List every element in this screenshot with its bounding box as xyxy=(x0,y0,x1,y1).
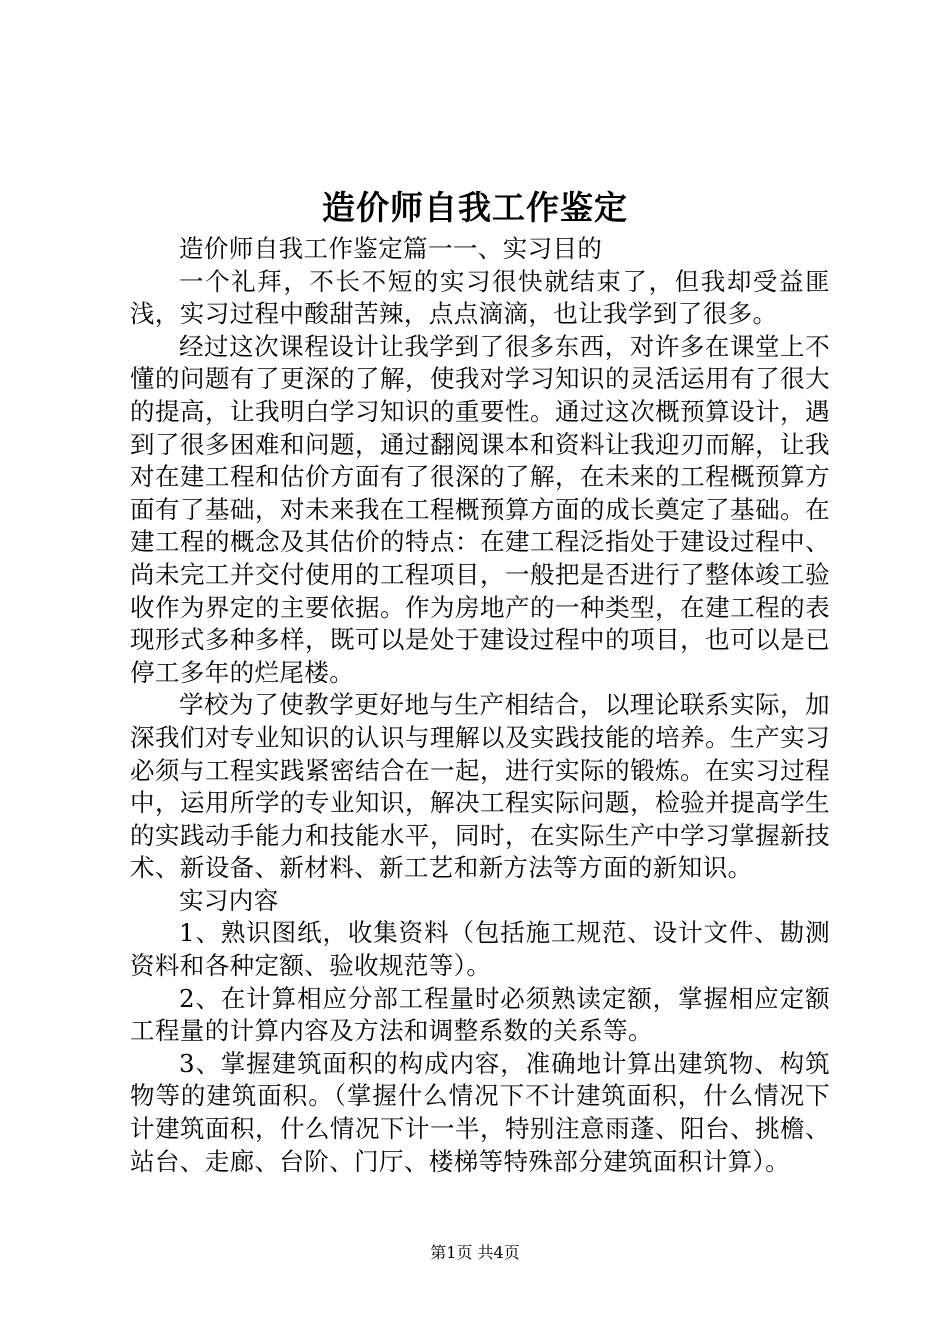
paragraph-intro-heading: 造价师自我工作鉴定篇一一、实习目的 xyxy=(179,234,603,263)
paragraph-item-3: 3、掌握建筑面积的构成内容，准确地计算出建筑物、构筑物等的建筑面积。（掌握什么情况下不计建筑面积，什么情况下计建筑面积，什么情况下计一半，特别注意雨蓬、阳台、挑檐、站台、走廊、台阶、门厅、楼梯等特殊部分建筑面积计算）。 xyxy=(130,1048,830,1176)
page-number-footer: 第1页 共4页 xyxy=(430,1243,520,1262)
document-title: 造价师自我工作鉴定 xyxy=(322,188,628,227)
paragraph-internship-summary: 一个礼拜，不长不短的实习很快就结束了，但我却受益匪浅，实习过程中酸甜苦辣，点点滴滴，也让我学到了很多。 xyxy=(130,266,830,329)
paragraph-content-heading: 实习内容 xyxy=(179,885,279,915)
document-body xyxy=(130,233,830,1178)
paragraph-item-2: 2、在计算相应分部工程量时必须熟读定额，掌握相应定额工程量的计算内容及方法和调整系数的关系等。 xyxy=(130,983,830,1046)
paragraph-course-design: 经过这次课程设计让我学到了很多东西，对许多在课堂上不懂的问题有了更深的了解，使我对学习知识的灵活运用有了很大的提高，让我明白学习知识的重要性。通过这次概预算设计，遇到了很多困难和问题，通过翻阅课本和资料让我迎刃而解，让我对在建工程和估价方面有了很深的了解，在未来的工程概预算方面有了基础，对未来我在工程概预算方面的成长奠定了基础。在建工程的概念及其估价的特点：在建工程泛指处于建设过程中、尚未完工并交付使用的工程项目，一般把是否进行了整体竣工验收作为界定的主要依据。作为房地产的一种类型，在建工程的表现形式多种多样，既可以是处于建设过程中的项目，也可以是已停工多年的烂尾楼。 xyxy=(130,331,830,687)
paragraph-school-purpose: 学校为了使教学更好地与生产相结合，以理论联系实际，加深我们对专业知识的认识与理解以及实践技能的培养。生产实习必须与工程实践紧密结合在一起，进行实际的锻炼。在实习过程中，运用所学的专业知识，解决工程实际问题，检验并提高学生的实践动手能力和技能水平，同时，在实际生产中学习掌握新技术、新设备、新材料、新工艺和新方法等方面的新知识。 xyxy=(130,690,830,883)
paragraph-item-1: 1、熟识图纸，收集资料（包括施工规范、设计文件、勘测资料和各种定额、验收规范等）。 xyxy=(130,918,830,981)
